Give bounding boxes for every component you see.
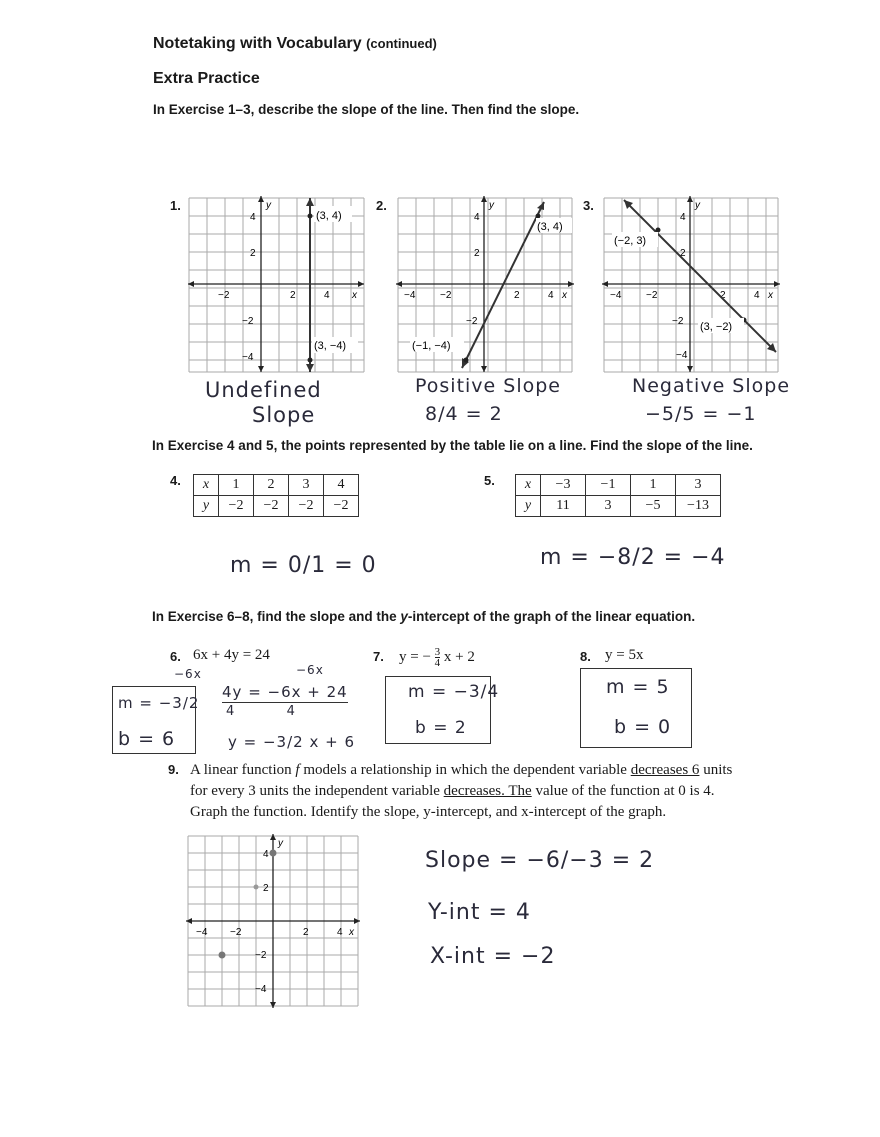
header-title: Notetaking with Vocabulary xyxy=(153,35,362,52)
handwritten-answer: m = 0/1 = 0 xyxy=(230,553,377,578)
handwritten-answer: X-int = −2 xyxy=(430,944,556,969)
fraction-numerator: 3 xyxy=(434,646,441,658)
tick-label: 4 xyxy=(337,927,343,938)
instruction-text: In Exercise 6–8, find the slope and the xyxy=(152,609,401,624)
table-cell: −1 xyxy=(586,475,631,496)
grid xyxy=(604,198,778,372)
handwritten-answer: m = −3/2 xyxy=(118,694,200,712)
x-axis-label: x xyxy=(349,927,354,938)
data-point xyxy=(308,214,313,219)
x-axis-arrow-icon xyxy=(358,281,364,287)
tick-label: −2 xyxy=(440,290,452,301)
x-axis-label: x xyxy=(352,290,357,301)
table-cell: x xyxy=(516,475,541,496)
problem-text-part: value of the function at 0 is 4. xyxy=(531,783,715,799)
equation: 6x + 4y = 24 xyxy=(193,647,270,663)
values-table-4 xyxy=(193,474,359,517)
x-axis-arrow-icon xyxy=(602,281,608,287)
y-axis-arrow-icon xyxy=(270,834,276,840)
tick-label: 4 xyxy=(250,212,256,223)
equation: y = 5x xyxy=(605,647,644,663)
table-cell: y xyxy=(516,496,541,517)
exercise-number: 1. xyxy=(170,198,181,213)
y-axis-arrow-icon xyxy=(687,196,693,202)
instruction-text: -intercept of the graph of the linear equation. xyxy=(407,609,696,624)
graph-2 xyxy=(396,196,576,376)
instruction-text: y xyxy=(400,609,408,624)
handwritten-answer: b = 2 xyxy=(415,718,467,738)
problem-text xyxy=(190,760,790,823)
table-cell: −13 xyxy=(676,496,721,517)
handwritten-work: 4y = −6x + 24 xyxy=(222,683,348,701)
table-cell: −2 xyxy=(289,496,324,517)
handwritten-work: −6x xyxy=(174,667,202,681)
table-row xyxy=(194,496,359,517)
handwritten-answer: Y-int = 4 xyxy=(428,900,531,925)
table-cell: 2 xyxy=(254,475,289,496)
tick-label: −4 xyxy=(404,290,416,301)
graph-9 xyxy=(186,834,364,1010)
tick-label: 2 xyxy=(680,248,686,259)
plotted-point xyxy=(270,850,277,857)
exercise-number: 3. xyxy=(583,198,594,213)
problem-text-part: models a relationship in which the dependent variable xyxy=(299,762,631,778)
problem-line xyxy=(190,760,790,781)
y-axis-arrow-icon xyxy=(481,196,487,202)
tick-label: −4 xyxy=(610,290,622,301)
instructions-4-5: In Exercise 4 and 5, the points represented by the table lie on a line. Find the slope of the line. xyxy=(152,438,753,453)
line-arrow-icon xyxy=(306,364,314,372)
handwritten-work: 4 4 xyxy=(226,704,296,719)
table-cell: x xyxy=(194,475,219,496)
tick-label: 2 xyxy=(263,883,269,894)
handwritten-answer: −5/5 = −1 xyxy=(645,403,757,425)
graph-3 xyxy=(602,196,782,376)
y-axis-arrow-icon xyxy=(481,366,487,372)
page-header xyxy=(153,35,437,53)
tick-label: −4 xyxy=(242,352,254,363)
problem-line: Graph the function. Identify the slope, y-intercept, and x-intercept of the graph. xyxy=(190,804,667,820)
fraction-denominator: 4 xyxy=(434,657,441,669)
table-row xyxy=(516,475,721,496)
exercise-number: 8. xyxy=(580,649,591,664)
table-cell: 1 xyxy=(219,475,254,496)
values-table-5 xyxy=(515,474,721,517)
handwritten-work: −6x xyxy=(296,663,324,677)
point-label: (−1, −4) xyxy=(412,340,451,352)
data-point xyxy=(308,358,313,363)
line-arrow-icon xyxy=(537,202,544,210)
x-axis-label: x xyxy=(562,290,567,301)
tick-label: 4 xyxy=(324,290,330,301)
table-row xyxy=(516,496,721,517)
tick-label: −4 xyxy=(196,927,208,938)
exercise-number: 7. xyxy=(373,649,384,664)
graph-1 xyxy=(188,196,366,376)
table-cell: −3 xyxy=(541,475,586,496)
exercise-number: 2. xyxy=(376,198,387,213)
point-label: (3, −4) xyxy=(314,340,347,352)
tick-label: 2 xyxy=(720,290,726,301)
handwritten-answer: 8/4 = 2 xyxy=(425,403,503,425)
problem-text-part: decreases 6 xyxy=(630,762,700,778)
table-cell: −5 xyxy=(631,496,676,517)
handwritten-answer: Positive Slope xyxy=(415,375,561,397)
exercise-number: 6. xyxy=(170,649,181,664)
x-axis-arrow-icon xyxy=(568,281,574,287)
data-point xyxy=(656,228,661,233)
tick-label: 4 xyxy=(474,212,480,223)
x-axis-label: x xyxy=(768,290,773,301)
handwritten-answer: Negative Slope xyxy=(632,375,791,397)
table-cell: −2 xyxy=(254,496,289,517)
tick-label: −2 xyxy=(646,290,658,301)
tick-label: 2 xyxy=(250,248,256,259)
problem-text-part: A linear function xyxy=(190,762,296,778)
y-axis-label: y xyxy=(266,200,271,211)
handwritten-answer: m = −8/2 = −4 xyxy=(540,545,726,570)
y-axis-arrow-icon xyxy=(687,366,693,372)
table-cell: −2 xyxy=(219,496,254,517)
handwritten-answer: Slope xyxy=(252,403,316,427)
handwritten-answer: Slope = −6/−3 = 2 xyxy=(425,848,655,873)
fraction-bar xyxy=(222,702,348,703)
tick-label: −2 xyxy=(672,316,684,327)
line-arrow-icon xyxy=(306,198,314,206)
table-cell: 3 xyxy=(676,475,721,496)
tick-label: −2 xyxy=(230,927,242,938)
x-axis-arrow-icon xyxy=(354,918,360,924)
y-axis-arrow-icon xyxy=(258,366,264,372)
handwritten-work: y = −3/2 x + 6 xyxy=(228,733,355,751)
handwritten-answer: m = −3/4 xyxy=(408,682,500,702)
problem-line xyxy=(190,781,790,802)
handwritten-answer: m = 5 xyxy=(606,676,670,698)
exercise-number: 4. xyxy=(170,473,181,488)
table-cell: y xyxy=(194,496,219,517)
tick-label: 4 xyxy=(754,290,760,301)
table-cell: −2 xyxy=(324,496,359,517)
tick-label: −2 xyxy=(255,950,267,961)
instructions-6-8 xyxy=(152,609,695,624)
tick-label: −2 xyxy=(466,316,478,327)
data-point xyxy=(464,358,469,363)
problem-text-part: for every 3 units the independent variable xyxy=(190,783,444,799)
x-axis-arrow-icon xyxy=(186,918,192,924)
y-axis-label: y xyxy=(695,200,700,211)
tick-label: 4 xyxy=(263,849,269,860)
equation-part: y = − xyxy=(399,648,431,665)
instructions-1-3: In Exercise 1–3, describe the slope of the line. Then find the slope. xyxy=(153,102,580,117)
tick-label: 2 xyxy=(474,248,480,259)
y-axis-label: y xyxy=(489,200,494,211)
tick-label: 2 xyxy=(514,290,520,301)
handwritten-answer: Undefined xyxy=(205,378,322,402)
table-cell: 11 xyxy=(541,496,586,517)
handwritten-answer: b = 0 xyxy=(614,716,672,738)
tick-label: 2 xyxy=(303,927,309,938)
y-axis-label: y xyxy=(278,838,283,849)
table-cell: 1 xyxy=(631,475,676,496)
header-continued: (continued) xyxy=(366,36,437,51)
tick-label: −4 xyxy=(676,350,688,361)
graph-line xyxy=(462,202,544,368)
table-row xyxy=(194,475,359,496)
point-label: (−2, 3) xyxy=(614,235,647,247)
point-label: (3, −2) xyxy=(700,321,733,333)
y-axis-arrow-icon xyxy=(270,1002,276,1008)
tick-label: −2 xyxy=(218,290,230,301)
point-label: (3, 4) xyxy=(316,210,342,222)
x-axis-arrow-icon xyxy=(774,281,780,287)
table-cell: 4 xyxy=(324,475,359,496)
plotted-point xyxy=(254,885,259,890)
section-title: Extra Practice xyxy=(153,70,260,87)
x-axis-arrow-icon xyxy=(396,281,402,287)
tick-label: 4 xyxy=(548,290,554,301)
equation xyxy=(399,647,475,668)
tick-label: 2 xyxy=(290,290,296,301)
problem-text-part: units xyxy=(699,762,733,778)
point-label: (3, 4) xyxy=(537,221,563,233)
data-point xyxy=(536,214,541,219)
problem-text-part: decreases. The xyxy=(443,783,532,799)
handwritten-answer: b = 6 xyxy=(118,728,176,750)
plotted-point xyxy=(219,952,226,959)
tick-label: 4 xyxy=(680,212,686,223)
fraction xyxy=(435,647,441,668)
problem-text-part: f xyxy=(295,762,300,778)
tick-label: −2 xyxy=(242,316,254,327)
tick-label: −4 xyxy=(255,984,267,995)
exercise-number: 5. xyxy=(484,473,495,488)
exercise-number: 9. xyxy=(168,762,179,777)
y-axis-arrow-icon xyxy=(258,196,264,202)
equation-part: x + 2 xyxy=(443,648,475,665)
table-cell: 3 xyxy=(586,496,631,517)
table-cell: 3 xyxy=(289,475,324,496)
